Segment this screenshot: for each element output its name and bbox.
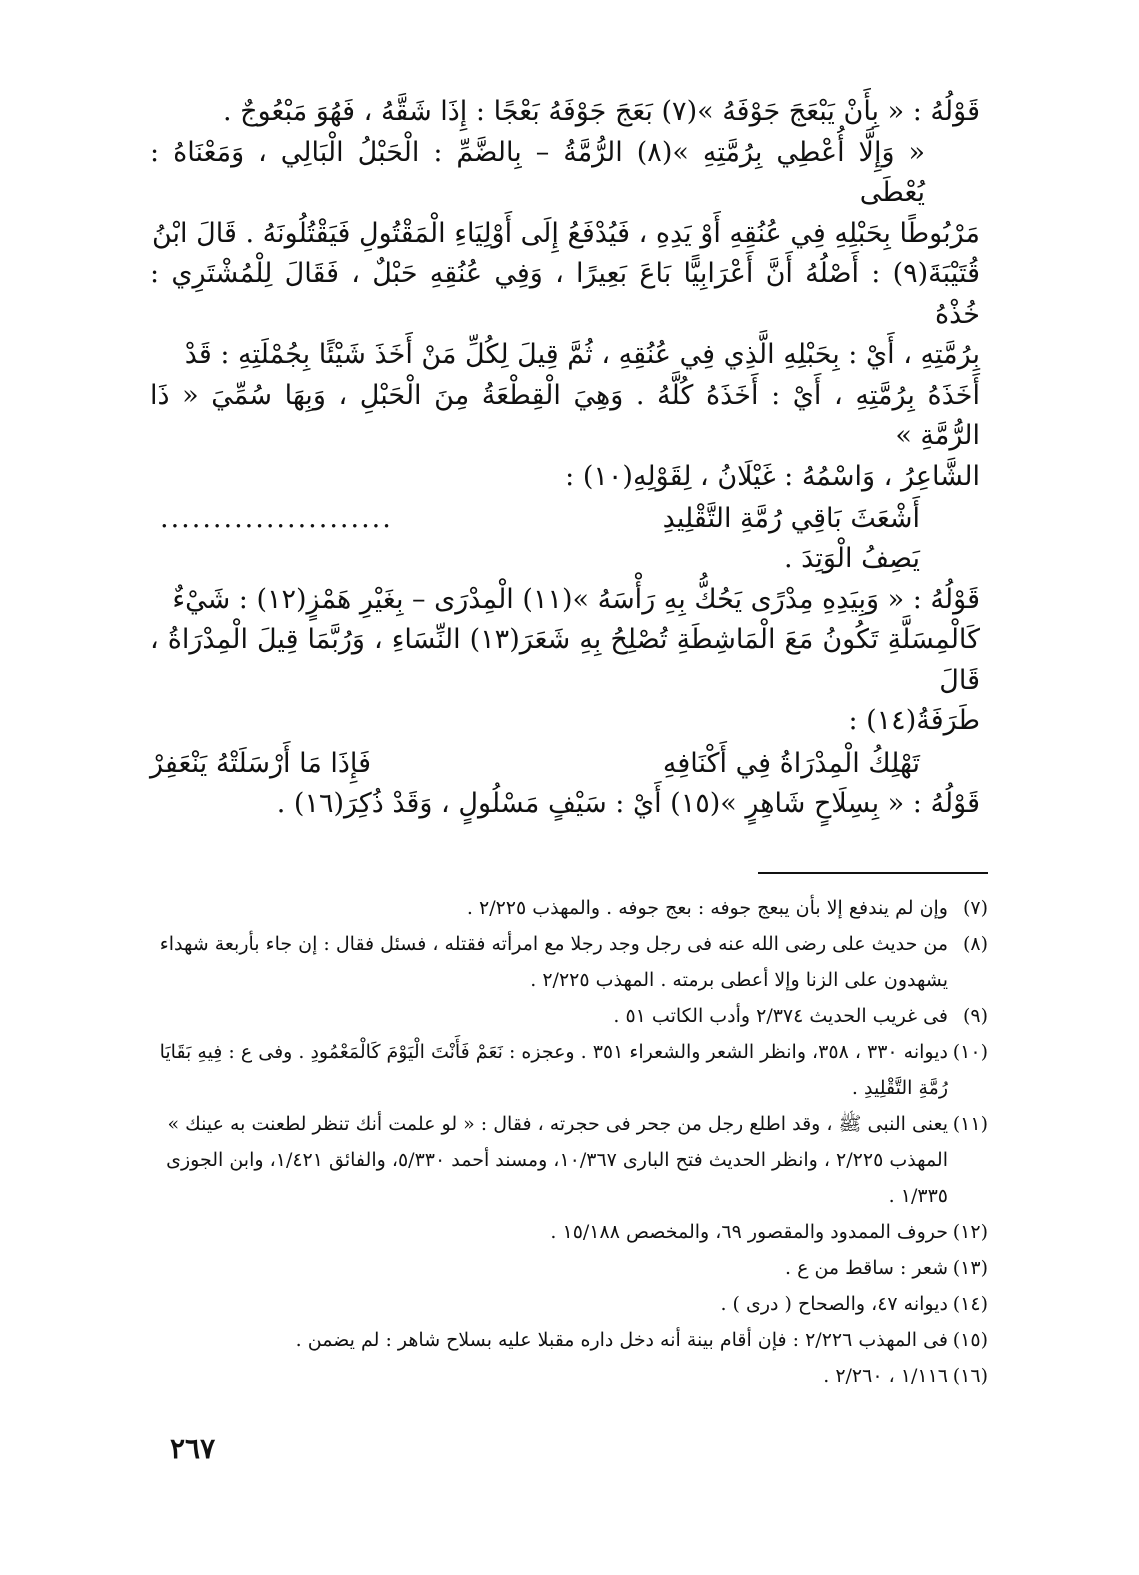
footnote xyxy=(158,1106,988,1214)
footnote-number: (١٠) xyxy=(952,1041,988,1063)
main-text xyxy=(150,92,980,824)
page-number: ٢٦٧ xyxy=(170,1432,216,1465)
footnote-text: ديوانه ٤٧، والصحاح ( درى ) . xyxy=(720,1293,948,1315)
verse-dots: ...................... xyxy=(160,503,393,534)
footnote xyxy=(158,1214,988,1250)
footnote-text: فى غريب الحديث ٢/٣٧٤ وأدب الكاتب ٥١ . xyxy=(613,1005,948,1027)
footnote-text: شعر : ساقط من ع . xyxy=(784,1257,948,1279)
footnote-number: (١٤) xyxy=(952,1293,988,1315)
footnote-text: حروف الممدود والمقصور ٦٩، والمخصص ١٥/١٨٨ . xyxy=(550,1221,948,1243)
footnotes xyxy=(158,890,988,1394)
footnote xyxy=(158,998,988,1034)
text-line: الشَّاعِرُ ، وَاسْمُهُ : غَيْلَانُ ، لِقَوْلِهِ(١٠) : xyxy=(565,460,980,492)
footnote xyxy=(158,890,988,926)
text-line: قُتَيْبَةَ(٩) : أَصْلُهُ أَنَّ أَعْرَابِيًّا بَاعَ بَعِيرًا ، وَفِي عُنُقِهِ حَبْلٌ ، فَقَالَ لِلْمُشْتَرِي : خُذْهُ xyxy=(150,258,980,330)
footnote xyxy=(158,1250,988,1286)
footnote-number: (٩) xyxy=(962,1005,988,1027)
footnote-number: (١١) xyxy=(952,1113,988,1135)
text-line: قَوْلُهُ : « وَبِيَدِهِ مِدْرًى يَحُكُّ بِهِ رَأْسَهُ »(١١) الْمِدْرَى – بِغَيْرِ هَمْزٍ(١٢) : شَيْءٌ xyxy=(172,583,980,615)
footnote-text: من حديث على رضى الله عنه فى رجل وجد رجلا مع امرأته فقتله ، فسئل فقال : إن جاء بأربعة شهداء يشهدون على الزنا وإلا أعطى برمته . المهذب ٢/٢٢٥ . xyxy=(159,933,948,991)
footnote-text: فى المهذب ٢/٢٢٦ : فإن أقام بينة أنه دخل داره مقبلا عليه بسلاح شاهر : لم يضمن . xyxy=(295,1329,948,1351)
text-line: قَوْلُهُ : « بِأَنْ يَبْعَجَ جَوْفَهُ »(٧) بَعَجَ جَوْفَهُ بَعْجًا : إِذَا شَقَّهُ ، فَهُوَ مَبْعُوجٌ . xyxy=(223,96,980,127)
footnote-number: (١٦) xyxy=(952,1365,988,1387)
footnote-divider xyxy=(758,872,988,874)
text-line: يَصِفُ الْوَتِدَ . xyxy=(784,543,920,574)
footnote xyxy=(158,1286,988,1322)
text-line: قَوْلُهُ : « بِسِلَاحٍ شَاهِرٍ »(١٥) أَيْ : سَيْفٍ مَسْلُولٍ ، وَقَدْ ذُكِرَ(١٦) . xyxy=(276,787,980,819)
footnote xyxy=(158,1358,988,1394)
text-line: كَالْمِسَلَّةِ تَكُونُ مَعَ الْمَاشِطَةِ تُصْلِحُ بِهِ شَعَرَ(١٣) النِّسَاءِ ، وَرُبَّمَا قِيلَ الْمِدْرَاةُ ، قَالَ xyxy=(150,624,981,696)
text-line: طَرَفَةُ(١٤) : xyxy=(848,705,980,736)
verse-line xyxy=(150,499,980,539)
footnote-text: ١/١١٦ ، ٢/٢٦٠ . xyxy=(823,1365,948,1387)
text-line: بِرُمَّتِهِ ، أَيْ : بِحَبْلِهِ الَّذِي فِي عُنُقِهِ ، ثُمَّ قِيلَ لِكُلِّ مَنْ أَخَذَ شَيْئًا بِجُمْلَتِهِ : قَدْ xyxy=(184,339,980,370)
footnote-text: يعنى النبى ﷺ ، وقد اطلع رجل من جحر فى حجرته ، فقال : « لو علمت أنك تنظر لطعنت به عينك » المهذب ٢/٢٢٥ ، وانظر الحديث فتح البارى ١٠/٣٦٧، ومسند أحمد ٥/٣٣٠، والفائق ١/٤٢١، وابن الجوزى ١/٣٣٥ . xyxy=(166,1113,948,1207)
footnote-text: وإن لم يندفع إلا بأن يبعج جوفه : بعج جوفه . والمهذب ٢/٢٢٥ . xyxy=(466,897,948,919)
text-line: « وَإِلَّا أُعْطِي بِرُمَّتِهِ »(٨) الرُّمَّةُ – بِالضَّمِّ : الْحَبْلُ الْبَالِي ، وَمَعْنَاهُ : يُعْطَى xyxy=(150,136,925,208)
footnote-number: (١٣) xyxy=(952,1257,988,1279)
footnote xyxy=(158,926,988,998)
verse-hemistich: أَشْعَثَ بَاقِي رُمَّةِ التَّقْلِيدِ xyxy=(662,503,920,534)
footnote-number: (١٢) xyxy=(952,1221,988,1243)
footnote-number: (٨) xyxy=(962,933,988,955)
footnote-number: (٧) xyxy=(962,897,988,919)
text-line: مَرْبُوطًا بِحَبْلِهِ فِي عُنُقِهِ أَوْ يَدِهِ ، فَيُدْفَعُ إِلَى أَوْلِيَاءِ الْمَقْتُولِ فَيَقْتُلُونَهُ . قَالَ ابْنُ xyxy=(151,217,980,249)
footnote-number: (١٥) xyxy=(952,1329,988,1351)
verse-hemistich: تَهْلِكُ الْمِدْرَاةُ فِي أَكْنَافِهِ xyxy=(662,747,920,779)
verse-hemistich: فَإِذَا مَا أَرْسَلَتْهُ يَنْعَفِرْ xyxy=(150,747,372,779)
footnote xyxy=(158,1322,988,1358)
footnote-text: ديوانه ٣٣٠ ، ٣٥٨، وانظر الشعر والشعراء ٣٥١ . وعجزه : نَعَمْ فَأَنْتَ الْيَوْمَ كَالْمَعْمُودِ . وفى ع : فِيهِ بَقَايَا رُمَّةِ التَّقْلِيدِ . xyxy=(159,1041,948,1099)
verse-line xyxy=(150,744,980,784)
footnote xyxy=(158,1034,988,1106)
text-line: أَخَذَهُ بِرُمَّتِهِ ، أَيْ : أَخَذَهُ كُلَّهُ . وَهِيَ الْقِطْعَةُ مِنَ الْحَبْلِ ، وَبِهَا سُمِّيَ « ذَا الرُّمَّةِ » xyxy=(150,379,980,451)
